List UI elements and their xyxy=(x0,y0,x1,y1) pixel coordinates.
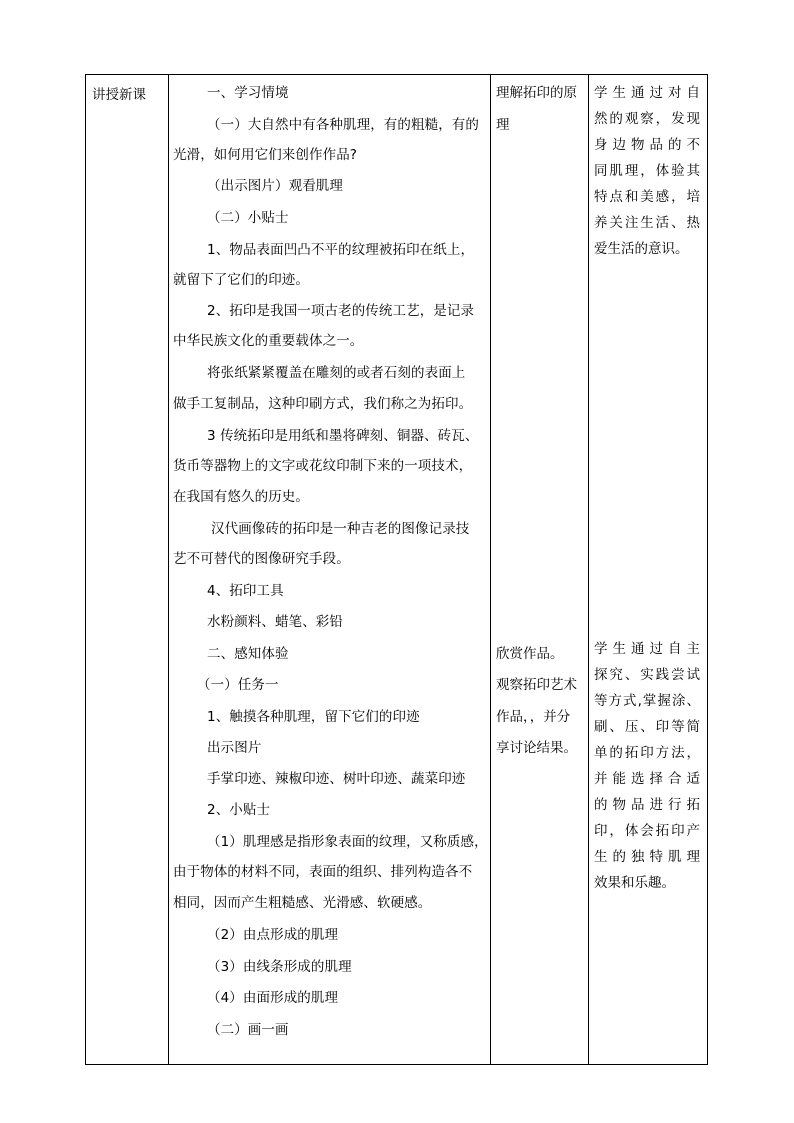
intent-line: 探究、实践尝试 xyxy=(594,667,700,683)
intent-line: 印，体会拓印产 xyxy=(594,823,700,839)
content-line: 做手工复制品，这种印刷方式，我们称之为拓印。 xyxy=(173,396,473,412)
activity-line: 享讨论结果。 xyxy=(496,740,577,756)
row-label: 讲授新课 xyxy=(92,87,146,103)
content-line: 相同，因而产生粗糙感、光滑感、软硬感。 xyxy=(173,895,432,911)
content-line: 2、小贴士 xyxy=(207,802,271,818)
content-line: 光滑，如何用它们来创作作品? xyxy=(173,147,358,163)
intent-line: 学生通过自主 xyxy=(594,641,700,657)
content-line: 2、拓印是我国一项古老的传统工艺，是记录 xyxy=(207,303,475,319)
activity-line: 理 xyxy=(496,117,510,133)
intent-line: 单的拓印方法， xyxy=(594,745,700,761)
content-line: 1、触摸各种肌理，留下它们的印迹 xyxy=(207,709,420,725)
content-line: 一、学习情境 xyxy=(207,85,289,101)
intent-line: 并能选择合适 xyxy=(594,771,700,787)
content-line: （一）大自然中有各种肌理，有的粗糙，有的 xyxy=(207,117,479,133)
content-line: （一）任务一 xyxy=(197,677,279,693)
content-line: 汉代画像砖的拓印是一种吉老的图像记录技 xyxy=(211,521,470,537)
content-line: 手掌印迹、辣椒印迹、树叶印迹、蔬菜印迹 xyxy=(207,771,466,787)
intent-line: 然的观察，发现 xyxy=(594,111,700,127)
content-line: （二）画一画 xyxy=(207,1022,289,1038)
content-line: 货币等器物上的文字或花纹印制下来的一项技术， xyxy=(173,458,473,474)
content-line: 就留下了它们的印迹。 xyxy=(173,272,309,288)
content-line: 将张纸紧紧覆盖在雕刻的或者石刻的表面上 xyxy=(207,365,466,381)
lesson-table xyxy=(85,74,708,1065)
activity-line: 观察拓印艺术 xyxy=(496,677,577,693)
activity-line: 作品，，并分 xyxy=(496,709,571,725)
intent-line: 养关注生活、热 xyxy=(594,215,700,231)
content-line: （出示图片）观看肌理 xyxy=(207,178,343,194)
content-line: 出示图片 xyxy=(207,740,262,756)
content-line: 二、感知体验 xyxy=(207,646,289,662)
intent-line: 的物品进行拓 xyxy=(594,797,700,813)
content-line: 3 传统拓印是用纸和墨将碑刻、铜器、砖瓦、 xyxy=(207,428,479,444)
activity-line: 理解拓印的原 xyxy=(496,85,577,101)
content-line: 中华民族文化的重要载体之一。 xyxy=(173,333,364,349)
content-line: 水粉颜料、蜡笔、彩铅 xyxy=(207,614,343,630)
content-cell xyxy=(173,75,487,1055)
column-divider xyxy=(490,75,491,1064)
content-line: 4、拓印工具 xyxy=(207,583,284,599)
intent-line: 特点和美感，培 xyxy=(594,189,700,205)
intent-line: 爱生活的意识。 xyxy=(594,241,689,257)
intent-cell xyxy=(594,75,704,1055)
activity-cell xyxy=(496,75,588,1055)
intent-line: 身边物品的不 xyxy=(594,137,700,153)
content-line: （2）由点形成的肌理 xyxy=(207,927,339,943)
content-line: （4）由面形成的肌理 xyxy=(207,990,339,1006)
activity-line: 欣赏作品。 xyxy=(496,646,564,662)
intent-line: 同肌理，体验其 xyxy=(594,163,700,179)
content-line: 由于物体的材料不同，表面的组织、排列构造各不 xyxy=(173,864,473,880)
intent-line: 效果和乐趣。 xyxy=(594,875,675,891)
content-line: （二）小贴士 xyxy=(207,210,289,226)
intent-line: 等方式,掌握涂、 xyxy=(594,693,700,709)
intent-line: 学生通过对自 xyxy=(594,85,700,101)
column-divider xyxy=(588,75,589,1064)
content-line: 在我国有悠久的历史。 xyxy=(173,489,309,505)
content-line: （1）肌理感是指形象表面的纹理，又称质感， xyxy=(207,834,488,850)
content-line: 艺不可替代的图像研究手段。 xyxy=(173,551,350,567)
row-label-cell xyxy=(92,83,168,103)
intent-line: 刷、压、印等简 xyxy=(594,719,700,735)
intent-line: 生的独特肌理 xyxy=(594,849,700,865)
column-divider xyxy=(168,75,169,1064)
content-line: （3）由线条形成的肌理 xyxy=(207,959,352,975)
content-line: 1、物品表面凹凸不平的纹理被拓印在纸上， xyxy=(207,242,475,258)
